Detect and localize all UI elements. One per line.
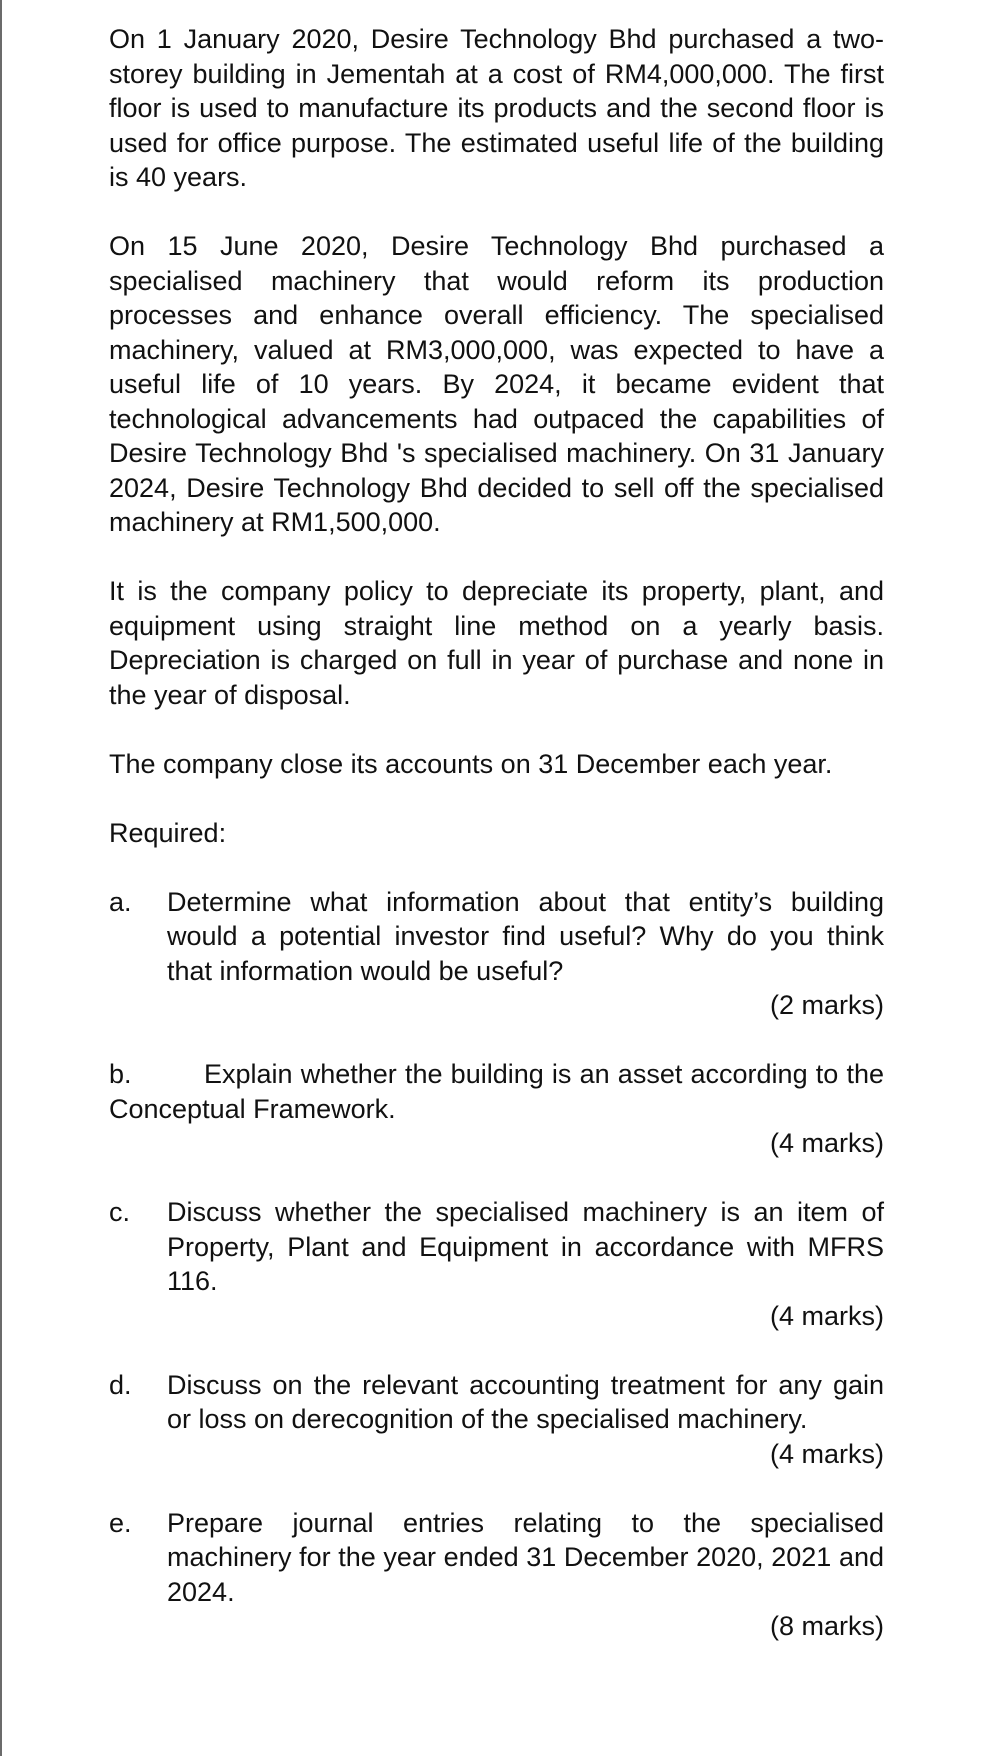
question-e <box>109 1506 884 1610</box>
question-marks: (8 marks) <box>770 1611 884 1641</box>
question-text: Prepare journal entries relating to the specialised machinery for the year ended 31 December 2020, 2021 and 2024. <box>167 1507 884 1607</box>
question-label: c. <box>109 1197 131 1227</box>
question-marks: (4 marks) <box>770 1128 884 1158</box>
question-text: Discuss on the relevant accounting treatment for any gain or loss on derecognition of the specialised machinery. <box>167 1369 884 1434</box>
question-text: Determine what information about that entity’s building would a potential investor find useful? Why do you think that information would be useful? <box>167 886 884 986</box>
paragraph-building: On 1 January 2020, Desire Technology Bhd purchased a two-storey building in Jementah at a cost of RM4,000,000. The first floor is used to manufacture its products and the second floor is used for office purpose. The estimated useful life of the building is 40 years. <box>109 24 884 192</box>
question-text: Explain whether the building is an asset according to the Conceptual Framework. <box>109 1059 884 1124</box>
question-content <box>109 22 884 1644</box>
question-d <box>109 1368 884 1437</box>
question-label: b. <box>109 1059 132 1089</box>
paragraph-machinery: On 15 June 2020, Desire Technology Bhd purchased a specialised machinery that would reform its production processes and enhance overall efficiency. The specialised machinery, valued at RM3,000,000, was expected to have a useful life of 10 years. By 2024, it became evident that technological advancements had outpaced the capabilities of Desire Technology Bhd 's specialised machinery. On 31 January 2024, Desire Technology Bhd decided to sell off the specialised machinery at RM1,500,000. <box>109 231 884 537</box>
required-heading: Required: <box>109 817 227 848</box>
question-marks: (2 marks) <box>770 990 884 1020</box>
left-border <box>0 0 2 1756</box>
question-label: e. <box>109 1507 132 1538</box>
question-c <box>109 1195 884 1299</box>
question-label: d. <box>109 1369 132 1400</box>
paragraph-depreciation-policy: It is the company policy to depreciate its property, plant, and equipment using straight line method on a yearly basis. Depreciation is charged on full in year of purchase and none in the year of disposal. <box>109 576 884 710</box>
question-text: Discuss whether the specialised machinery is an item of Property, Plant and Equipment in accordance with MFRS 116. <box>167 1197 884 1296</box>
question-marks: (4 marks) <box>770 1300 884 1331</box>
paragraph-year-end: The company close its accounts on 31 December each year. <box>109 748 833 779</box>
question-label: a. <box>109 886 132 917</box>
question-a <box>109 885 884 989</box>
question-b <box>109 1057 884 1126</box>
question-marks: (4 marks) <box>770 1438 884 1469</box>
